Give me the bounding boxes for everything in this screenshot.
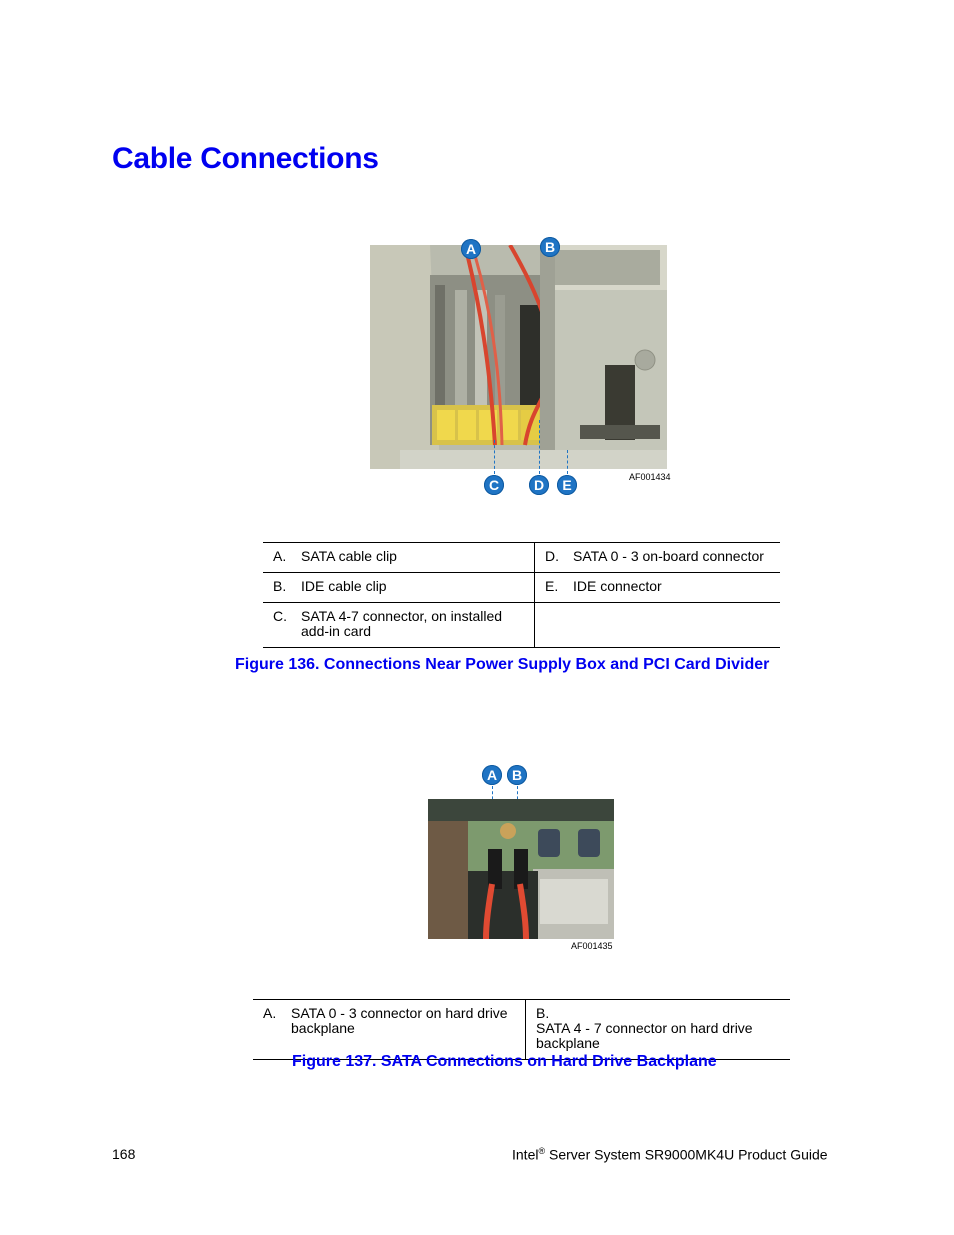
footer-brand: Intel bbox=[512, 1146, 539, 1163]
legend-letter: E. bbox=[545, 578, 559, 594]
page-title: Cable Connections bbox=[112, 142, 379, 175]
callout-a: A bbox=[461, 239, 481, 259]
legend-text: SATA 0 - 3 on-board connector bbox=[573, 548, 764, 564]
leader-line-c bbox=[494, 440, 495, 474]
legend-text: IDE connector bbox=[573, 578, 662, 594]
leader-line-e bbox=[567, 450, 568, 474]
figure-136-caption: Figure 136. Connections Near Power Supply Box and PCI Card Divider bbox=[235, 656, 770, 673]
footer-product: Server System SR9000MK4U Product Guide bbox=[545, 1146, 828, 1163]
legend-letter: A. bbox=[273, 548, 287, 564]
figure-136-legend bbox=[263, 542, 780, 648]
legend-text: SATA 0 - 3 connector on hard drive backplane bbox=[291, 1005, 508, 1036]
leader-line-d bbox=[539, 420, 540, 474]
callout-d: D bbox=[529, 475, 549, 495]
legend-text: IDE cable clip bbox=[301, 578, 387, 594]
figure-137-photo bbox=[428, 799, 614, 939]
table-row bbox=[263, 603, 780, 648]
callout-c: C bbox=[484, 475, 504, 495]
legend-text: SATA cable clip bbox=[301, 548, 397, 564]
page-number: 168 bbox=[112, 1146, 136, 1162]
callout-b: B bbox=[507, 765, 527, 785]
figure-137-caption: Figure 137. SATA Connections on Hard Drive Backplane bbox=[292, 1053, 717, 1070]
figure-137-image-id: AF001435 bbox=[571, 941, 613, 951]
callout-b: B bbox=[540, 237, 560, 257]
legend-text: SATA 4-7 connector, on installed add-in card bbox=[301, 608, 503, 639]
footer-guide-title bbox=[512, 1146, 828, 1163]
legend-text: SATA 4 - 7 connector on hard drive backplane bbox=[536, 1020, 753, 1051]
legend-letter: A. bbox=[263, 1005, 277, 1021]
legend-letter: D. bbox=[545, 548, 559, 564]
callout-a: A bbox=[482, 765, 502, 785]
figure-137-legend bbox=[253, 999, 790, 1060]
figure-136-image-id: AF001434 bbox=[629, 472, 671, 482]
legend-letter: B. bbox=[273, 578, 287, 594]
legend-letter: B. bbox=[536, 1005, 550, 1021]
table-row bbox=[263, 543, 780, 573]
legend-letter: C. bbox=[273, 608, 287, 624]
callout-e: E bbox=[557, 475, 577, 495]
table-row bbox=[253, 1000, 790, 1060]
figure-136-photo bbox=[370, 245, 667, 469]
registered-mark: ® bbox=[538, 1146, 546, 1156]
table-row bbox=[263, 573, 780, 603]
